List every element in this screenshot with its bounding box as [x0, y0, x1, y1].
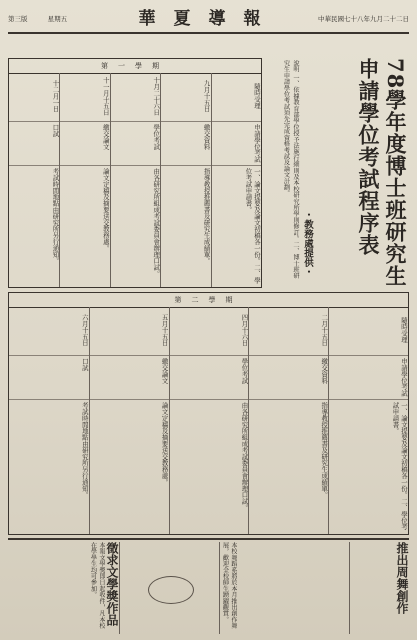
weekday-label: 星期五 [47, 15, 68, 23]
article-title: 78學年度博士班研究生申請學位考試程序表 [356, 58, 408, 288]
schedule-item: 繳交資料 [249, 355, 328, 398]
schedule-description: 論文定稿及摘要送交教務處。 [60, 165, 109, 285]
bottom-strip [8, 538, 409, 634]
schedule-columns [9, 307, 408, 534]
schedule-date: 十二月一日 [51, 80, 60, 112]
stamp-seal [148, 576, 194, 604]
second-semester-table [8, 292, 409, 535]
schedule-date: 九月十五日 [202, 80, 211, 112]
schedule-description: 指導教授推薦書及研究生成績單。 [161, 165, 210, 285]
schedule-columns [9, 73, 261, 287]
edition-label: 第三版 [8, 15, 28, 23]
schedule-column [169, 307, 249, 534]
schedule-item: 申請學位考試 [212, 121, 261, 164]
schedule-date: 十一月十五日 [101, 76, 110, 116]
schedule-column [9, 73, 59, 287]
schedule-description: 由各研究所組成考試委員會辦理口試。 [170, 399, 249, 532]
schedule-item: 學位考試 [111, 121, 160, 164]
schedule-item: 繳交資料 [161, 121, 210, 164]
schedule-date: 隨時受理 [400, 317, 408, 343]
schedule-description: 考試時間地點由研究所另行通知。 [9, 165, 59, 285]
schedule-column [160, 73, 210, 287]
notice-title: 推出周舞創作 [395, 542, 409, 614]
schedule-date: 六月十五日 [80, 314, 89, 346]
newspaper-name: 華夏導報 [138, 9, 279, 29]
second-semester-label: 第二學期 [174, 296, 243, 304]
schedule-date: 隨時受理 [253, 83, 261, 109]
schedule-column [248, 307, 328, 534]
article-provider: ・教務處提供・ [302, 210, 313, 277]
schedule-description: 由各研究所組成考試委員會辦理口試。 [111, 165, 160, 285]
explanation-label: 說明 [292, 60, 299, 73]
schedule-column [89, 307, 169, 534]
schedule-column [59, 73, 109, 287]
schedule-date: 五月十五日 [160, 314, 169, 346]
schedule-date: 二月十五日 [320, 314, 329, 346]
schedule-item: 繳交論文 [90, 355, 169, 398]
schedule-description: 論文定稿及摘要送交教務處。 [90, 399, 169, 532]
notice-body-box [219, 542, 349, 634]
schedule-description: 一、論文提要及論文初稿各一份。二、學位考試申請書。 [212, 165, 261, 285]
explanation-body: 一、依據教育部學位授予法施行細則及本校研究所學則修訂。二、博士班研究生申請學位考試須先完成資格考試及論文計劃。 [282, 60, 299, 279]
schedule-column [328, 307, 408, 534]
schedule-item: 申請學位考試 [329, 355, 408, 398]
schedule-description: 指導教授推薦書及研究生成績單。 [249, 399, 328, 532]
schedule-item: 繳交論文 [60, 121, 109, 164]
date-line: 中華民國七十八年九月二十二日 [318, 15, 409, 23]
ad-body: 本報文學獎即日起收件，凡本校在學學生均可參加。 [89, 542, 105, 629]
first-semester-table [8, 58, 262, 288]
semester-header-row [9, 59, 261, 74]
notice-body: 本校舞蹈系將於本月推出創作舞展，歡迎全校師生踴躍觀賞。 [221, 542, 237, 629]
ad-box [8, 542, 119, 634]
schedule-item: 口試 [9, 121, 59, 164]
schedule-date: 十月二十六日 [152, 76, 161, 116]
explanation-block [262, 60, 300, 285]
schedule-item: 口試 [9, 355, 89, 398]
first-semester-label: 第一學期 [101, 62, 169, 70]
notice-box [349, 542, 409, 634]
schedule-date: 四月十六日 [240, 314, 249, 346]
masthead [8, 8, 409, 34]
ad-title: 徵求文學獎作品 [105, 542, 119, 626]
schedule-column [9, 307, 89, 534]
article-title-block [300, 58, 409, 288]
schedule-column [110, 73, 160, 287]
filler-box [119, 542, 219, 634]
semester-header-row [9, 293, 408, 308]
schedule-description: 考試時間地點由研究所另行通知。 [9, 399, 89, 532]
schedule-description: 一、論文提要及論文初稿各一份。二、學位考試申請書。 [329, 399, 408, 532]
schedule-column [211, 73, 261, 287]
schedule-item: 學位考試 [170, 355, 249, 398]
